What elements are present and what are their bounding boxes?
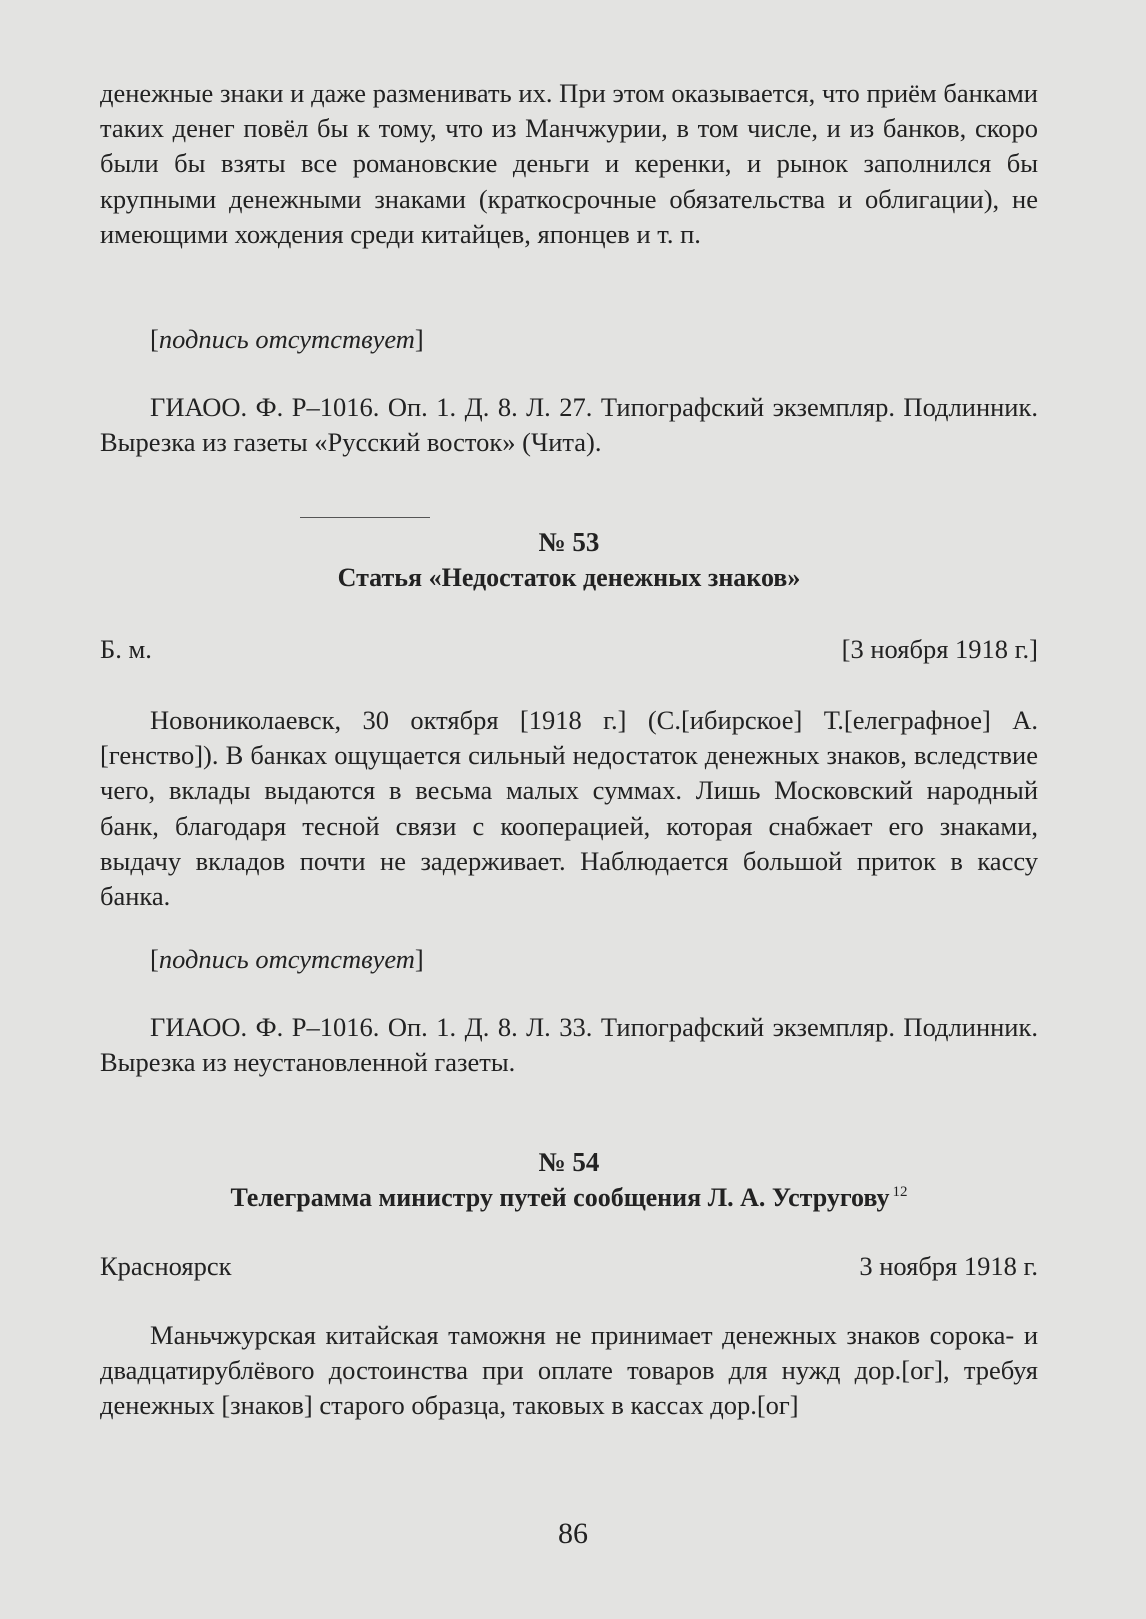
doc53-heading (100, 525, 1038, 595)
top-signature-open: [ (150, 324, 159, 354)
doc54-footnote-ref: 12 (892, 1183, 908, 1200)
top-signature-block (100, 322, 1038, 357)
doc53-signature-open: [ (150, 944, 159, 974)
doc53-signature-close: ] (414, 944, 424, 974)
doc54-heading (100, 1145, 1038, 1215)
section-divider (300, 517, 430, 518)
page-number: 86 (558, 1517, 588, 1550)
top-source-block (100, 390, 1038, 460)
doc53-number: № 53 (538, 527, 600, 557)
doc54-title (100, 1181, 1038, 1216)
doc54-number: № 54 (538, 1147, 600, 1177)
doc54-place: Красноярск (100, 1251, 232, 1281)
doc53-date: [3 ноября 1918 г.] (841, 634, 1038, 664)
doc54-body: Маньчжурская китайская таможня не принимает денежных знаков сорока- и двадцатирублёвого достоинства при оплате товаров для нужд дор.[ог], требуя денежных [знаков] старого образца, таковых в кассах дор.[ог] (100, 1320, 1038, 1421)
top-signature-close: ] (414, 324, 424, 354)
top-signature-text: подпись отсутствует (158, 324, 415, 354)
top-source: ГИАОО. Ф. Р–1016. Оп. 1. Д. 8. Л. 27. Типографский экземпляр. Подлинник. Вырезка из газеты «Русский восток» (Чита). (100, 392, 1038, 458)
doc54-date: 3 ноября 1918 г. (859, 1251, 1038, 1281)
doc53-source: ГИАОО. Ф. Р–1016. Оп. 1. Д. 8. Л. 33. Типографский экземпляр. Подлинник. Вырезка из неустановленной газеты. (100, 1012, 1038, 1078)
doc53-source-block (100, 1010, 1038, 1080)
doc53-body-block (100, 703, 1038, 914)
doc54-body-block (100, 1318, 1038, 1424)
doc54-place-date (100, 1249, 1038, 1284)
doc53-signature-text: подпись отсутствует (158, 944, 415, 974)
doc53-body: Новониколаевск, 30 октября [1918 г.] (С.[ибирское] Т.[елеграфное] А.[генство]). В банках ощущается сильный недостаток денежных знаков, вследствие чего, вклады выдаются в весьма малых суммах. Лишь Московский народный банк, благодаря тесной связи с кооперацией, которая снабжает его знаками, выдачу вкладов почти не задерживает. Наблюдается большой приток в кассу банка. (100, 705, 1038, 912)
doc53-place: Б. м. (100, 634, 152, 664)
doc53-signature-block (100, 942, 1038, 977)
doc53-place-date (100, 632, 1038, 667)
top-paragraph: денежные знаки и даже разменивать их. При этом оказывается, что приём банками таких денег повёл бы к тому, что из Манчжурии, в том числе, и из банков, скоро были бы взяты все романовские деньги и керенки, и рынок заполнился бы крупными денежными знаками (краткосрочные обязательства и облигации), не имеющими хождения среди китайцев, японцев и т. п. (100, 78, 1038, 249)
doc54-title-text: Телеграмма министру путей сообщения Л. А. Устругову (230, 1182, 890, 1212)
doc53-signature (100, 942, 1038, 977)
doc53-title: Статья «Недостаток денежных знаков» (337, 562, 801, 592)
top-signature (100, 322, 1038, 357)
top-block (100, 76, 1038, 252)
